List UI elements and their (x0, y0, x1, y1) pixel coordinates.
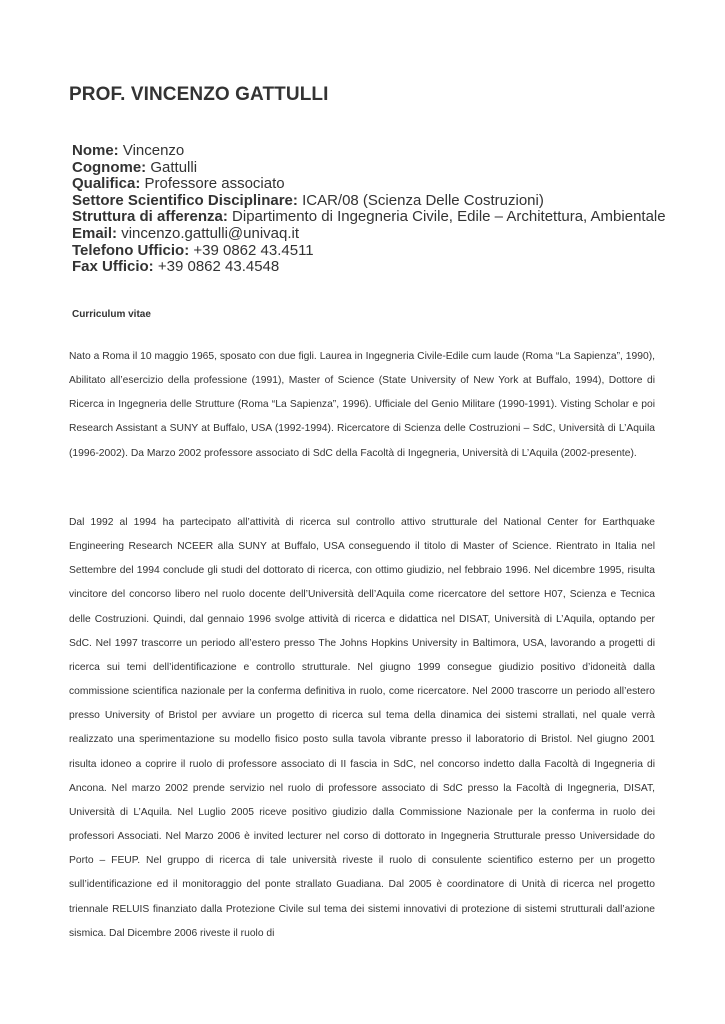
info-label: Nome: (72, 142, 119, 159)
info-label: Qualifica: (72, 175, 141, 193)
personal-info (72, 143, 692, 276)
info-label: Email: (72, 224, 118, 242)
info-value: +39 0862 43.4548 (157, 258, 280, 276)
cv-paragraph: Dal 1992 al 1994 ha partecipato all’attività di ricerca sul controllo attivo strutturale del National Center for Earthquake Engineering Research NCEER alla SUNY at Buffalo, USA conseguendo il titolo di Master of Science. Rientrato in Italia nel Settembre del 1994 conclude gli studi del dottorato di ricerca, con ottimo giudizio, nel febbraio 1996. Nel dicembre 1995, risulta vincitore del concorso libero nel ruolo docente dell’Università dell’Aquila come ricercatore del settore H07, Scienza e Tecnica delle Costruzioni. Quindi, dal gennaio 1996 svolge attività di ricerca e didattica nel DISAT, Università di L’Aquila, optando per SdC. Nel 1997 trascorre un periodo all’estero presso The Johns Hopkins University in Baltimora, USA, lavorando a progetti di ricerca sui temi dell’identificazione e controllo strutturale. Nel giugno 1999 consegue giudizio positivo d’idoneità dalla commissione scientifica nazionale per la conferma definitiva in ruolo, come ricercatore. Nel 2000 trascorre un periodo all’estero presso University of Bristol per avviare un progetto di ricerca sul tema della dinamica dei sistemi strallati, nel quale verrà realizzato una sperimentazione su modello fisico posto sulla tavola vibrante presso il laboratorio di Bristol. Nel giugno 2001 risulta idoneo a coprire il ruolo di professore associato di II fascia in SdC, nel concorso indetto dalla Facoltà di Ingegneria di Ancona. Nel marzo 2002 prende servizio nel ruolo di professore associato di SdC presso la Facoltà di Ingegneria, DISAT, Università di L’Aquila. Nel Luglio 2005 riceve positivo giudizio dalla Commissione Nazionale per la conferma in ruolo dei professori Associati. Nel Marzo 2006 è invited lecturer nel corso di dottorato in Ingegneria Strutturale presso Universidade do Porto – FEUP. Nel gruppo di ricerca di tale università riveste il ruolo di consulente scientifico esterno per un progetto sull’identificazione ed il monitoraggio del ponte strallato Guadiana. Dal 2005 è coordinatore di Unità di ricerca nel progetto triennale RELUIS finanziato dalla Protezione Civile sul tema dei sistemi innovativi di protezione di sistemi strutturali dall’azione sismica. Dal Dicembre 2006 riveste il ruolo di (69, 517, 655, 939)
email-link[interactable]: vincenzo.gattulli@univaq.it (121, 224, 300, 242)
info-label: Telefono Ufficio: (72, 241, 190, 259)
info-label: Struttura di afferenza: (72, 208, 228, 226)
info-value: +39 0862 43.4511 (193, 241, 314, 259)
cv-paragraph: Nato a Roma il 10 maggio 1965, sposato con due figli. Laurea in Ingegneria Civile-Edile cum laude (Roma “La Sapienza”, 1990), Abilitato all’esercizio della professione (1991), Master of Science (State University of New York at Buffalo, 1994), Dottore di Ricerca in Ingegneria delle Strutture (Roma “La Sapienza”, 1996). Ufficiale del Genio Militare (1990-1991). Visting Scholar e poi Research Assistant a SUNY at Buffalo, USA (1992-1994). Ricercatore di Scienza delle Costruzioni – SdC, Università di L’Aquila (1996-2002). Da Marzo 2002 professore associato di SdC della Facoltà di Ingegneria, Università di L’Aquila (2002-presente). (69, 351, 655, 459)
info-row-cognome (72, 160, 692, 177)
info-value: ICAR/08 (Scienza Delle Costruzioni) (302, 191, 544, 209)
info-value: Gattulli (150, 158, 198, 176)
info-label: Settore Scientifico Disciplinare: (72, 191, 298, 209)
info-row-settore (72, 193, 692, 210)
info-row-telefono (72, 243, 692, 260)
info-row-fax (72, 259, 692, 276)
page-title: PROF. VINCENZO GATTULLI (69, 84, 329, 105)
info-value: Vincenzo (122, 142, 185, 159)
info-label: Cognome: (72, 158, 147, 176)
info-row-nome (72, 143, 692, 160)
info-label: Fax Ufficio: (72, 258, 154, 276)
info-value: Dipartimento di Ingegneria Civile, Edile – Architettura, Ambientale (232, 208, 666, 226)
section-heading: Curriculum vitae (72, 309, 151, 320)
info-value: Professore associato (144, 175, 285, 193)
info-row-struttura (72, 209, 692, 226)
info-row-qualifica (72, 176, 692, 193)
info-row-email (72, 226, 692, 243)
